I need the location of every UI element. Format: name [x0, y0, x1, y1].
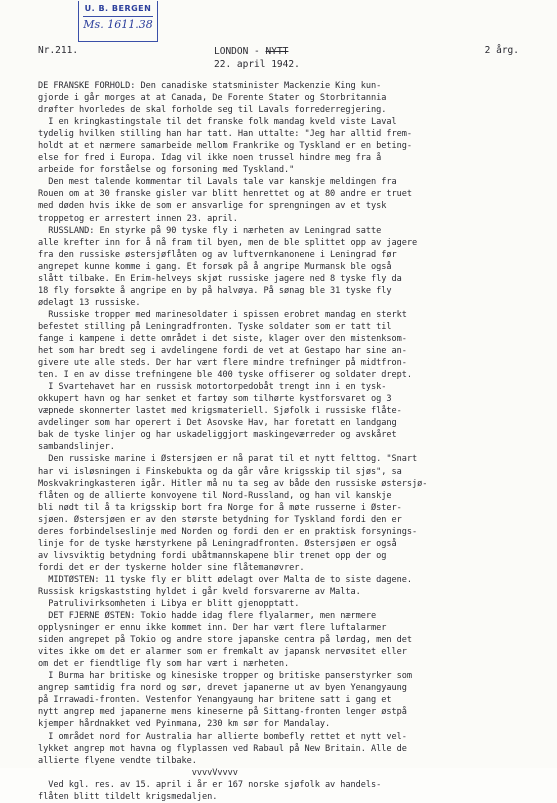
text-line: Moskvakringkasteren igår. Hitler må nu ta seg av både den russiske østersjø- — [38, 478, 428, 489]
text-line: I en kringkastingstale til det franske folk mandag kveld viste Laval — [38, 117, 397, 128]
text-line: fange i kampene i dette området i det siste, klager over den mistenksom- — [38, 333, 407, 344]
text-line: Rouen om at 30 franske gisler var blitt henrettet og at 80 andre er truet — [38, 189, 413, 200]
text-line: nytt angrep med japanerne mens kineserne på Sittang-fronten lenger østpå — [38, 707, 407, 718]
text-line: på Irrawadi-fronten. Vestenfor Yenangyaung har britene satt i gang et — [38, 695, 392, 706]
struck-word: NYTT — [265, 46, 289, 57]
text-line: DE FRANSKE FORHOLD: Den canadiske statsminister Mackenzie King kun- — [38, 81, 382, 91]
text-line: I Burma har britiske og kinesiske tropper og britiske panserstyrker som — [38, 671, 413, 682]
text-line: flåten blitt tildelt krigsmedaljen. — [38, 791, 218, 802]
volume-year: 2 årg. — [484, 45, 519, 56]
text-line: har vi isløsningen i Finskebukta og da går våre krigsskip til sjøs", sa — [38, 466, 402, 477]
text-line: Russiske tropper med marinesoldater i spissen erobret mandag en sterkt — [38, 309, 407, 320]
text-line: sjøen. Østersjøen er av den største betydning for Tyskland fordi den er — [38, 514, 402, 525]
text-line: gjorde i går morges at at Canada, De Forente Stater og Storbritannia — [38, 93, 387, 104]
stamp-reference: Ms. 1611.38 — [83, 18, 153, 31]
text-line: fordi det er der tyskerne holder sine flåtemanøvrer. — [38, 562, 305, 573]
library-stamp — [78, 1, 158, 42]
text-line: arbeide for forståelse og forsoning med Tyskland." — [38, 165, 295, 176]
text-line: siden angrepet på Tokio og andre store japanske centra på lørdag, men det — [38, 635, 413, 646]
text-line: lykket angrep mot havna og flyplassen ved Rabaul på New Britain. Alle de — [38, 743, 407, 754]
text-line: Russisk krigskaststing hyldet i går kveld forsvarerne av Malta. — [38, 586, 361, 597]
text-line: het som har bredt seg i avdelingene fordi de vet at Gestapo har sine an- — [38, 346, 407, 357]
text-line: MIDTØSTEN: 11 tyske fly er blitt ødelagt over Malta de to siste dagene. — [38, 574, 413, 585]
text-line: sambandslinjer. — [38, 442, 115, 453]
text-line: else for fred i Europa. Idag vil ikke noen trussel hindre meg fra å — [38, 153, 382, 164]
text-line: I Svartehavet har en russisk motortorpedobåt trengt inn i en tysk- — [38, 382, 387, 393]
text-line: opplysninger er ennu ikke kommet inn. Der har vært flere luftalarmer — [38, 623, 387, 634]
issue-date: 22. april 1942. — [214, 59, 300, 70]
text-line: angrepet kunne komme i gang. Et forsøk på å angripe Murmansk ble også — [38, 261, 392, 272]
text-line: Den mest talende kommentar til Lavals tale var kanskje meldingen fra — [38, 177, 397, 188]
text-line: Patrulivirksomheten i Libya er blitt gjenopptatt. — [38, 599, 300, 610]
text-line: vites ikke om det er alarmer som er fremkalt av japansk nervøsitet eller — [38, 647, 407, 658]
text-line: vvvvVvvvv — [38, 767, 238, 778]
place-line: LONDON - NYTT — [214, 46, 289, 57]
text-line: Ved kgl. res. av 15. april i år er 167 norske sjøfolk av handels- — [38, 779, 382, 790]
stamp-institution: U. B. BERGEN — [84, 4, 152, 13]
place: LONDON — [214, 46, 249, 57]
text-line: RUSSLAND: En styrke på 90 tyske fly i nærheten av Leningrad satte — [38, 225, 382, 236]
text-line: kjemper hårdnakket ved Pyinmana, 230 km sør for Mandalay. — [38, 719, 331, 730]
text-line: om det er fiendtlige fly som har vært i nærheten. — [38, 659, 290, 670]
text-line: befestet stilling på Leningradfronten. Tyske soldater som er tatt til — [38, 321, 392, 332]
text-line: drøfter hvorledes de skal forholde seg til Lavals forrederregjering. — [38, 105, 387, 116]
text-line: linje for de tyske hærstyrkene på Leningradfronten. Østersjøen er også — [38, 538, 397, 549]
text-line: tydelig hvilken stilling han har tatt. Han uttalte: "Jeg har alltid frem- — [38, 129, 413, 140]
text-line: væpnede skonnerter lastet med krigsmateriell. Sjøfolk i russiske flåte- — [38, 406, 402, 417]
text-line: allierte flyene vendte tilbake. — [38, 755, 197, 766]
text-line: DET FJERNE ØSTEN: Tokio hadde idag flere flyalarmer, men nærmere — [38, 611, 377, 622]
text-line: ten. I en av disse trefningene ble 400 tyske offiserer og soldater drept. — [38, 370, 413, 381]
text-line: troppetog er arrestert innen 23. april. — [38, 213, 238, 224]
issue-number: Nr.211. — [38, 45, 79, 56]
text-line: flåten og de allierte konvoyene til Nord-Russland, og han vil kanskje — [38, 490, 392, 501]
text-line: med døden hvis ikke de som er ansvarlige for sprengningen av et tysk — [38, 201, 387, 212]
text-line: alle krefter inn for å nå fram til byen, men de ble splittet opp av jagere — [38, 237, 418, 248]
text-line: I området nord for Australia har allierte bombefly rettet et nytt vel- — [38, 731, 407, 742]
text-line: holdt at et nærmere samarbeide mellom Frankrike og Tyskland er en beting- — [38, 141, 413, 152]
dateline — [214, 45, 300, 71]
text-line: slått tilbake. En Erim-helveys skjøt russiske jagere ned 8 tyske fly da — [38, 273, 402, 284]
text-line: 18 fly forsøkte å angripe en by på halvøya. På sønag ble 31 tyske fly — [38, 285, 392, 296]
bulletin-body — [38, 80, 522, 803]
text-line: bak de tyske linjer og har uskadeliggjort maskingeværreder og avskåret — [38, 430, 397, 441]
text-line: fra den russiske østersjøflåten og av luftvernkanonene i Leningrad før — [38, 249, 397, 260]
text-line: Den russiske marine i Østersjøen er nå parat til et nytt felttog. "Snart — [38, 454, 418, 465]
text-line: givere ute alle steds. Der har vært flere mindre trefninger på midtfron- — [38, 358, 407, 369]
text-line: av livsviktig betydning fordi ubåtmannskapene blir trenet opp der og — [38, 550, 387, 561]
text-line: bli nødt til å ta krigsskip bort fra Norge for å møte russerne i Øster- — [38, 502, 402, 513]
text-line: ødelagt 13 russiske. — [38, 297, 141, 308]
text-line: deres forbindelseslinje med Norden og fordi den er en praktisk forsynings- — [38, 526, 418, 537]
text-line: angrep samtidig fra nord og sør, drevet japanerne ut av byen Yenangyaung — [38, 683, 407, 694]
stamp-divider — [83, 16, 153, 17]
text-line: avdelinger som har operert i Det Asovske Hav, har foretatt en landgang — [38, 418, 397, 429]
text-line: okkupert havn og har senket et fartøy som tilhørte kystforsvaret og 3 — [38, 394, 392, 405]
